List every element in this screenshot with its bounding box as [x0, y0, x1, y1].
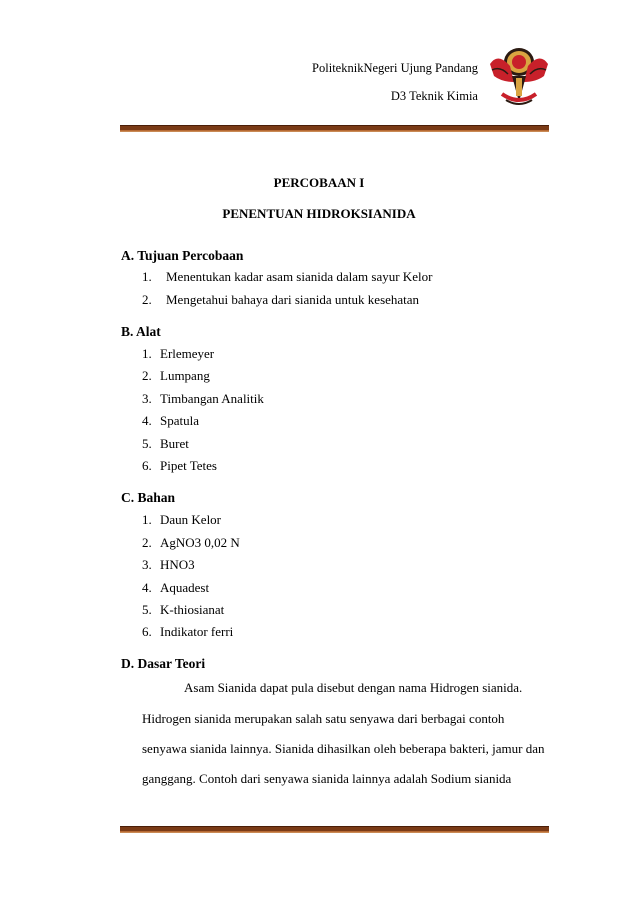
list-item: 5. Buret [142, 436, 189, 451]
list-item: 3. HNO3 [142, 557, 195, 572]
section-b-heading: B. Alat [121, 324, 161, 339]
list-item: 4. Spatula [142, 413, 199, 428]
list-item: 2. Lumpang [142, 368, 210, 383]
paragraph-line: senyawa sianida lainnya. Sianida dihasilkan oleh beberapa bakteri, jamur dan [142, 741, 545, 756]
institution-emblem-icon [488, 42, 550, 110]
paragraph-line: Asam Sianida dapat pula disebut dengan nama Hidrogen sianida. [184, 680, 523, 695]
list-item: 1. Daun Kelor [142, 512, 222, 527]
list-item: 4. Aquadest [142, 580, 210, 595]
list-item: 3. Timbangan Analitik [142, 391, 264, 406]
section-c-heading: C. Bahan [121, 490, 176, 505]
list-item: 6. Indikator ferri [142, 624, 234, 639]
list-item: 2. AgNO3 0,02 N [142, 535, 240, 550]
paragraph-line: ganggang. Contoh dari senyawa sianida lainnya adalah Sodium sianida [142, 771, 512, 786]
header-rule [120, 125, 549, 131]
document-subtitle: PENENTUAN HIDROKSIANIDA [222, 206, 416, 221]
list-item: 1. Erlemeyer [142, 346, 215, 361]
paragraph-line: Hidrogen sianida merupakan salah satu senyawa dari berbagai contoh [142, 711, 505, 726]
list-item: 6. Pipet Tetes [142, 458, 217, 473]
list-item: 2. Mengetahui bahaya dari sianida untuk kesehatan [142, 292, 420, 307]
list-item: 1. Menentukan kadar asam sianida dalam sayur Kelor [142, 269, 433, 284]
document-title: PERCOBAAN I [273, 175, 365, 190]
footer-rule [120, 826, 549, 832]
section-a-heading: A. Tujuan Percobaan [121, 248, 244, 263]
list-item: 5. K-thiosianat [142, 602, 225, 617]
header-department: D3 Teknik Kimia [390, 89, 478, 103]
header-institution: PoliteknikNegeri Ujung Pandang [312, 61, 478, 75]
section-d-heading: D. Dasar Teori [121, 656, 206, 671]
